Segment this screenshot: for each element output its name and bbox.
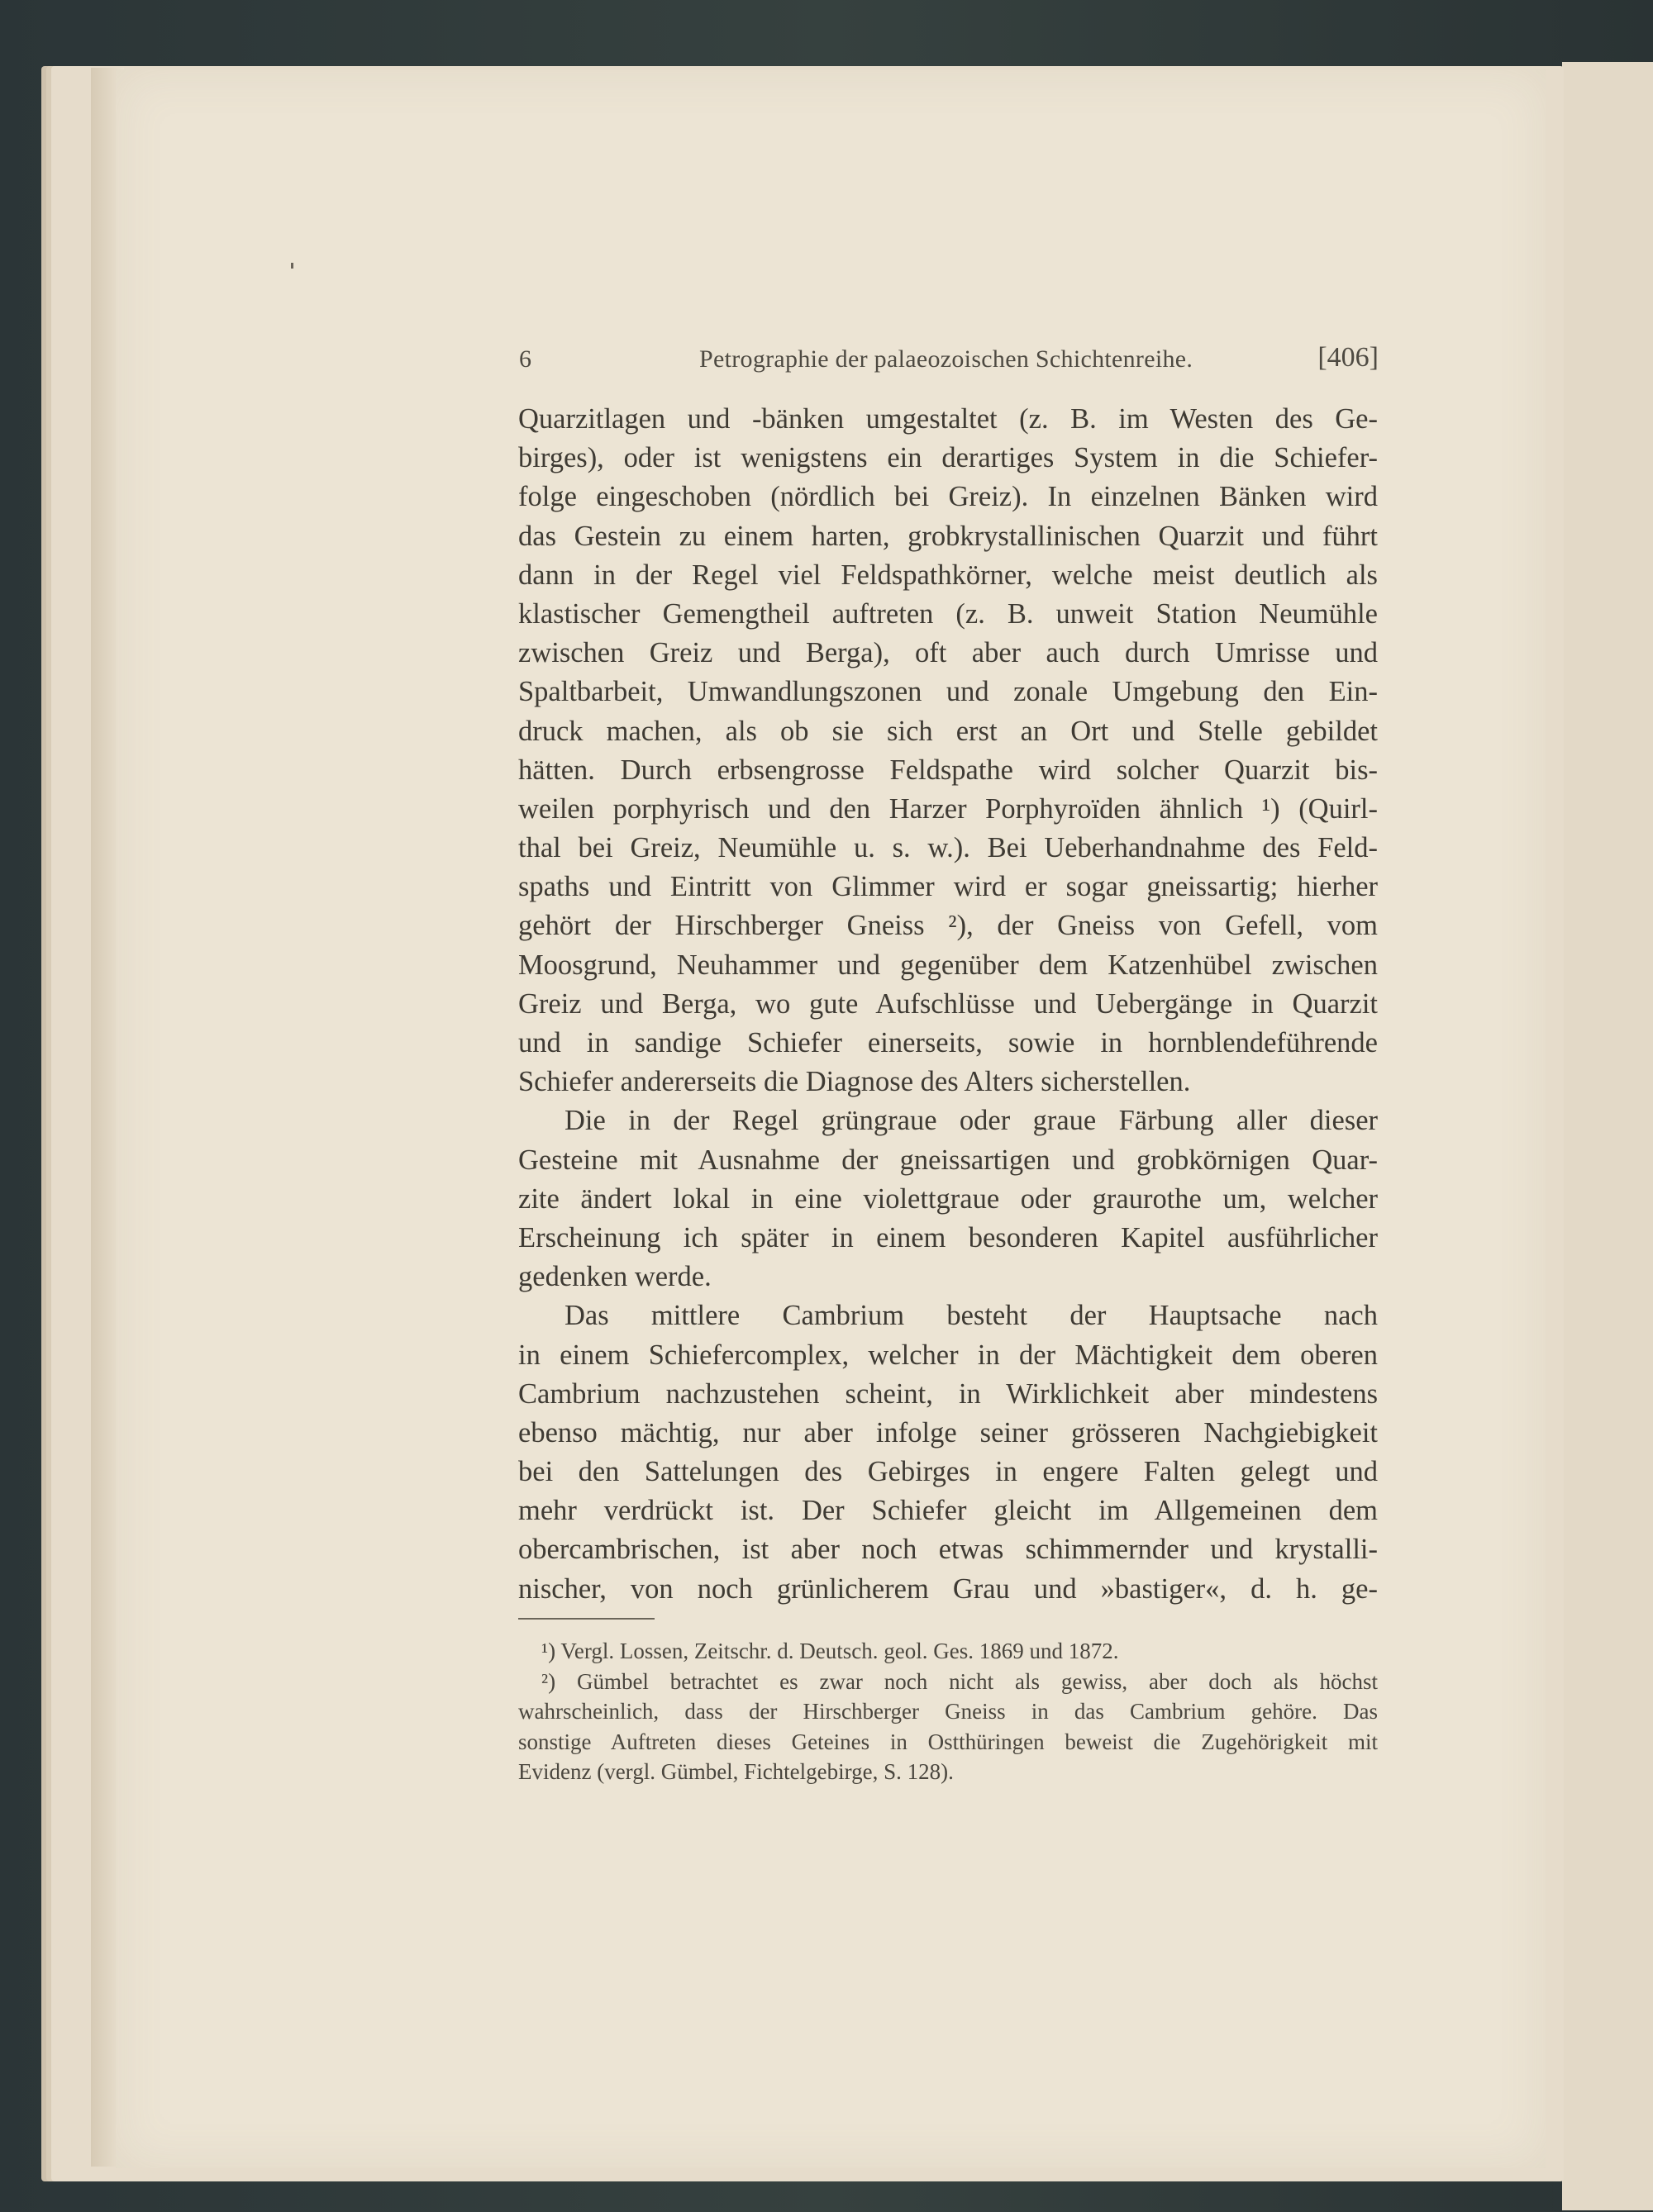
text-line: obercambrischen, ist aber noch etwas schimmernder und krystalli-	[518, 1534, 1378, 1566]
text-line: klastischer Gemengtheil auftreten (z. B. unweit Station Neumühle	[518, 597, 1378, 630]
text-line: folge eingeschoben (nördlich bei Greiz). In einzelnen Bänken wird	[518, 481, 1378, 513]
footnote-separator	[518, 1618, 655, 1620]
text-line: dann in der Regel viel Feldspathkörner, welche meist deutlich als	[518, 559, 1378, 591]
text-line: thal bei Greiz, Neumühle u. s. w.). Bei Ueberhandnahme des Feld-	[518, 832, 1378, 864]
footnote-line: ²) Gümbel betrachtet es zwar noch nicht als gewiss, aber doch als höchst	[541, 1668, 1378, 1694]
text-line: Spaltbarbeit, Umwandlungszonen und zonale Umgebung den Ein-	[518, 676, 1378, 708]
adjacent-page-edge	[1554, 62, 1653, 2210]
running-title: Petrographie der palaeozoischen Schichtenreihe.	[699, 345, 1193, 373]
footnotes	[518, 1636, 1378, 1787]
text-line: ebenso mächtig, nur aber infolge seiner grösseren Nachgiebigkeit	[518, 1416, 1378, 1449]
text-line: gehört der Hirschberger Gneiss ²), der Gneiss von Gefell, vom	[518, 910, 1378, 942]
text-line: gedenken werde.	[518, 1261, 712, 1293]
text-line: zwischen Greiz und Berga), oft aber auch durch Umrisse und	[518, 637, 1378, 669]
text-line: bei den Sattelungen des Gebirges in engere Falten gelegt und	[518, 1456, 1378, 1488]
text-line: und in sandige Schiefer einerseits, sowie in hornblendeführende	[518, 1027, 1378, 1058]
text-line: Erscheinung ich später in einem besonderen Kapitel ausführlicher	[518, 1221, 1378, 1253]
text-line: weilen porphyrisch und den Harzer Porphyroïden ähnlich ¹) (Quirl-	[518, 792, 1378, 825]
text-line: Cambrium nachzustehen scheint, in Wirklichkeit aber mindestens	[518, 1377, 1378, 1410]
footnote-line: wahrscheinlich, dass der Hirschberger Gneiss in das Cambrium gehöre. Das	[518, 1699, 1378, 1724]
text-line: das Gestein zu einem harten, grobkrystallinischen Quarzit und führt	[518, 520, 1378, 552]
text-line: Die in der Regel grüngraue oder graue Färbung aller dieser	[564, 1105, 1378, 1137]
running-header	[519, 340, 1379, 382]
text-line: in einem Schiefercomplex, welcher in der Mächtigkeit dem oberen	[518, 1339, 1378, 1371]
ink-speck	[291, 263, 293, 269]
footnote-line: Evidenz (vergl. Gümbel, Fichtelgebirge, S. 128).	[518, 1759, 954, 1784]
body-text	[518, 400, 1378, 1609]
text-line: Quarzitlagen und -bänken umgestaltet (z. B. im Westen des Ge-	[518, 403, 1378, 435]
text-line: spaths und Eintritt von Glimmer wird er sogar gneissartig; hierher	[518, 871, 1378, 903]
text-line: hätten. Durch erbsengrosse Feldspathe wird solcher Quarzit bis-	[518, 754, 1378, 786]
bracket-page-number: [406]	[1317, 342, 1379, 373]
text-line: nischer, von noch grünlicherem Grau und »bastiger«, d. h. ge-	[518, 1572, 1378, 1605]
text-line: Greiz und Berga, wo gute Aufschlüsse und Uebergänge in Quarzit	[518, 987, 1378, 1020]
text-line: Das mittlere Cambrium besteht der Hauptsache nach	[564, 1300, 1378, 1332]
text-line: druck machen, als ob sie sich erst an Ort und Stelle gebildet	[518, 715, 1378, 747]
text-line: Schiefer andererseits die Diagnose des Alters sicherstellen.	[518, 1066, 1191, 1098]
text-line: Gesteine mit Ausnahme der gneissartigen und grobkörnigen Quar-	[518, 1144, 1378, 1176]
page-number: 6	[519, 345, 531, 373]
text-line: zite ändert lokal in eine violettgraue oder graurothe um, welcher	[518, 1182, 1378, 1215]
footnote-line: sonstige Auftreten dieses Geteines in Ostthüringen beweist die Zugehörigkeit mit	[518, 1729, 1378, 1754]
text-line: Moosgrund, Neuhammer und gegenüber dem Katzenhübel zwischen	[518, 949, 1378, 981]
text-line: mehr verdrückt ist. Der Schiefer gleicht im Allgemeinen dem	[518, 1495, 1378, 1527]
footnote-line: ¹) Vergl. Lossen, Zeitschr. d. Deutsch. geol. Ges. 1869 und 1872.	[541, 1639, 1119, 1663]
text-line: birges), oder ist wenigstens ein derartiges System in die Schiefer-	[518, 442, 1378, 474]
